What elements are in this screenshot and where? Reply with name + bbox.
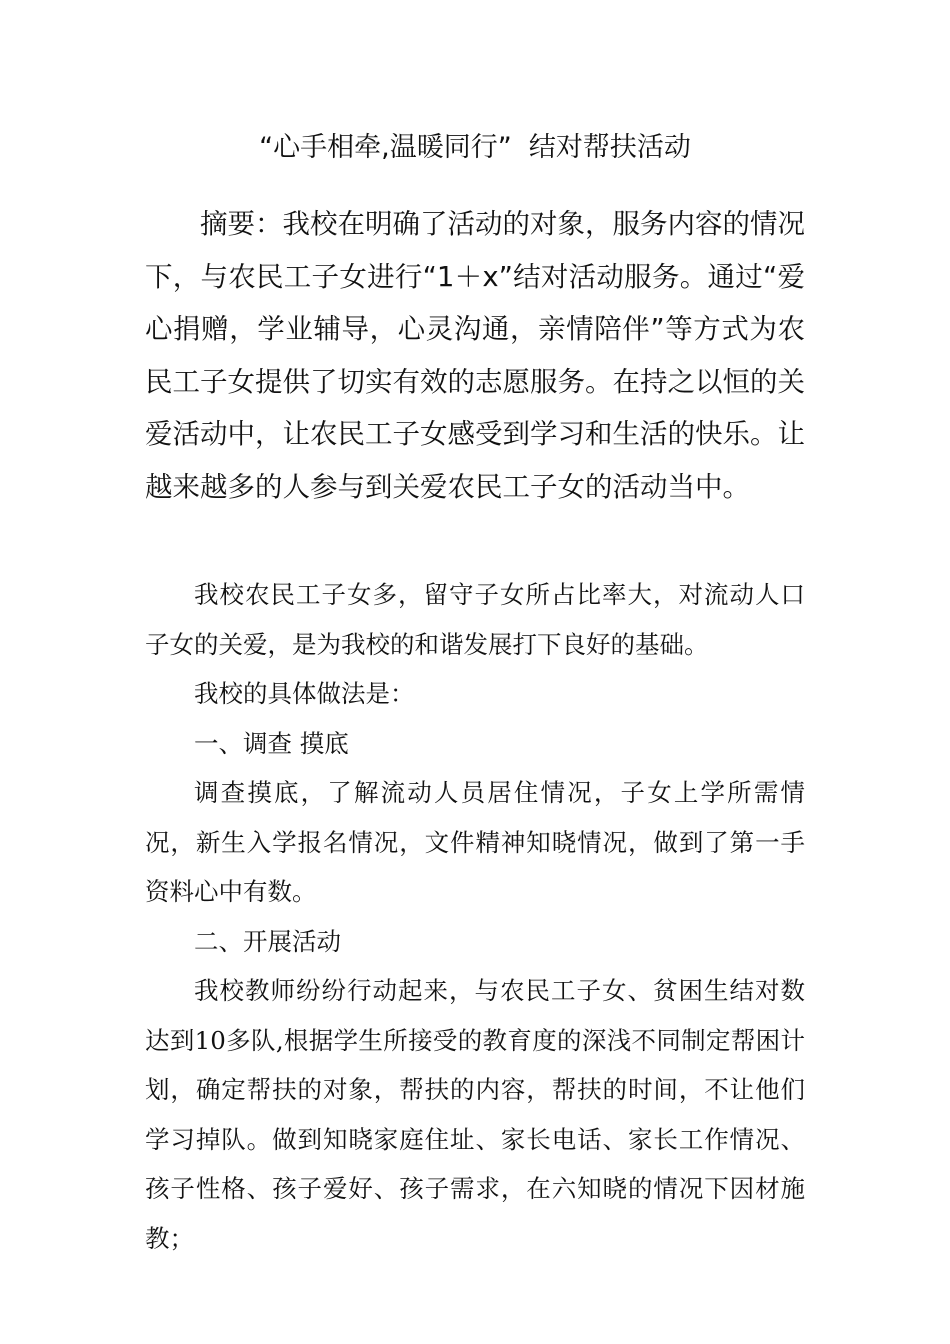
section-heading: 一、调查 摸底 xyxy=(194,728,349,758)
abstract-paragraph: 摘要：我校在明确了活动的对象，服务内容的情况下，与农民工子女进行“1＋x”结对活动服务。通过“爱心捐赠，学业辅导，心灵沟通，亲情陪伴”等方式为农民工子女提供了切实有效的志愿服务。在持之以恒的关爱活动中，让农民工子女感受到学习和生活的快乐。让越来越多的人参与到关爱农民工子女的活动当中。 xyxy=(145,208,805,503)
body-paragraph: 我校教师纷纷行动起来，与农民工子女、贫困生结对数达到10多队,根据学生所接受的教育度的深浅不同制定帮困计划，确定帮扶的对象，帮扶的内容，帮扶的时间，不让他们学习掉队。做到知晓家庭住址、家长电话、家长工作情况、孩子性格、孩子爱好、孩子需求，在六知晓的情况下因材施教； xyxy=(145,976,805,1253)
document-body xyxy=(145,570,805,1263)
section-heading: 二、开展活动 xyxy=(194,926,341,956)
body-paragraph: 调查摸底，了解流动人员居住情况，子女上学所需情况，新生入学报名情况，文件精神知晓情况，做到了第一手资料心中有数。 xyxy=(145,778,805,906)
body-paragraph: 我校农民工子女多，留守子女所占比率大，对流动人口子女的关爱，是为我校的和谐发展打下良好的基础。 xyxy=(145,580,805,659)
body-paragraph: 我校的具体做法是： xyxy=(194,679,415,708)
document-title: “心手相牵,温暖同行” 结对帮扶活动 xyxy=(259,132,691,163)
